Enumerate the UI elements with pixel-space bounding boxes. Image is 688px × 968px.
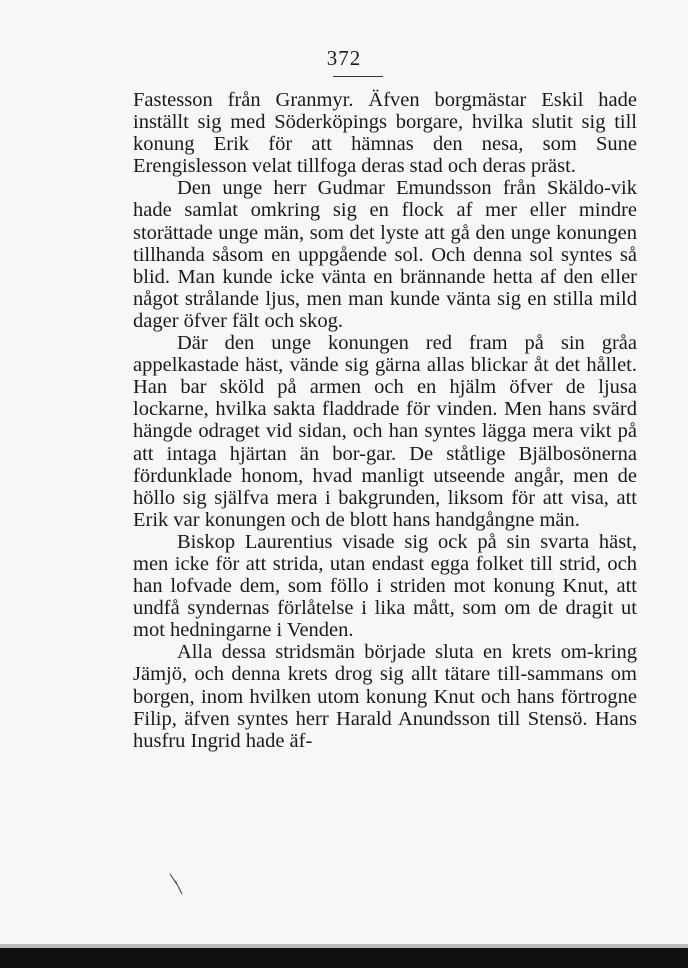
body-text xyxy=(133,89,637,752)
paragraph-2: Den unge herr Gudmar Emundsson från Skäldo-vik hade samlat omkring sig en flock af mer eller mindre storättade unge män, som det lyste att gå den unge konungen tillhanda såsom en uppgående sol. Och denna sol syntes så blid. Man kunde icke vänta en brännande hetta af den eller något strålande ljus, men man kunde vänta sig en stilla mild dager öfver fält och skog. xyxy=(133,177,637,332)
paragraph-4: Biskop Laurentius visade sig ock på sin svarta häst, men icke för att strida, utan endast egga folket till strid, och han lofvade dem, som föllo i striden mot konung Knut, att undfå syndernas förlåtelse i lika mått, som om de dragit ut mot hedningarne i Venden. xyxy=(133,530,637,642)
paragraph-3: Där den unge konungen red fram på sin gråa appelkastade häst, vände sig gärna allas blickar åt det hållet. Han bar sköld på armen och en hjälm öfver de ljusa lockarne, hvilka sakta fladdrade för vinden. Men hans svärd hängde odraget vid sidan, och han syntes lägga mera vikt på att intaga hjärtan än bor-gar. De ståtlige Bjälbosönerna fördunklade honom, hvad manligt utseende angår, men de höllo sig själfva mera i bakgrunden, liksom för att visa, att Erik var konungen och de blott hans handgångne män. xyxy=(133,332,637,531)
page-number-rule xyxy=(333,76,383,77)
paragraph-5: Alla dessa stridsmän började sluta en krets om-kring Jämjö, och denna krets drog sig allt tätare till-sammans om borgen, inom hvilken utom konung Knut och hans förtrogne Filip, äfven syntes herr Harald Anundsson till Stensö. Hans husfru Ingrid hade äf- xyxy=(133,641,637,752)
paragraph-1: Fastesson från Granmyr. Äfven borgmästar Eskil hade inställt sig med Söderköpings borgare, hvilka slutit sig till konung Erik för att hämnas den nesa, som Sune Erengislesson velat tillfoga deras stad och deras präst. xyxy=(133,89,637,178)
page-number: 372 xyxy=(326,46,362,70)
scan-bottom-edge xyxy=(0,948,688,968)
stray-pencil-mark xyxy=(168,872,186,896)
